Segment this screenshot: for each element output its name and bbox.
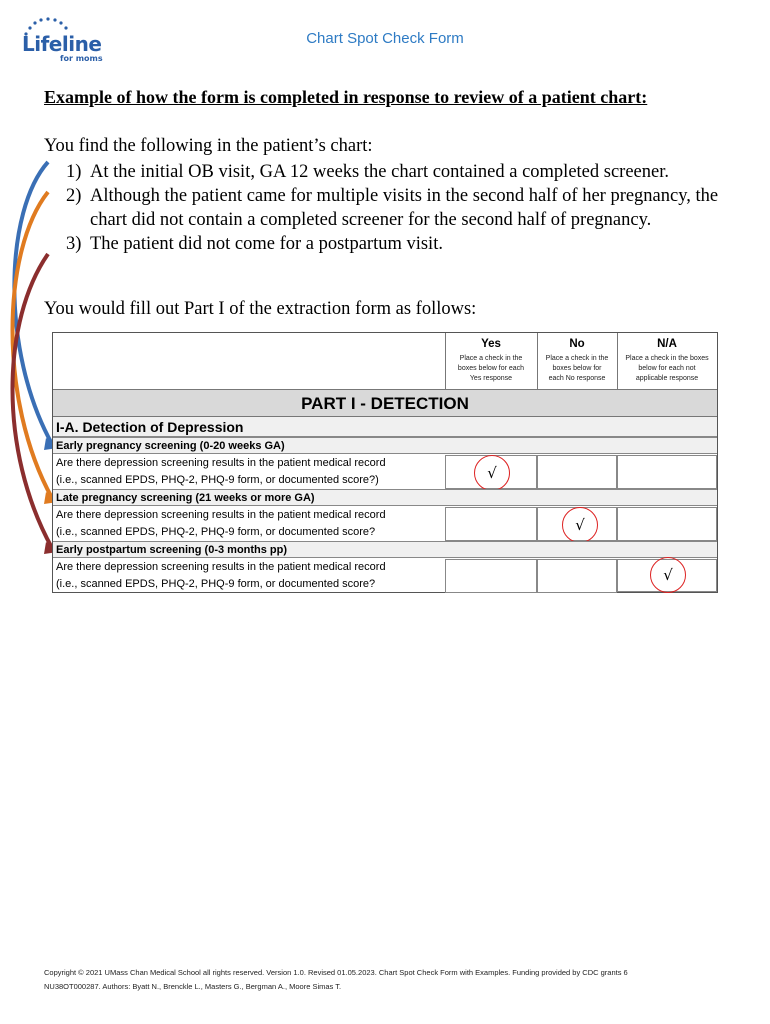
question-line: (i.e., scanned EPDS, PHQ-2, PHQ-9 form, or documented score? xyxy=(56,526,376,538)
list-number: 2) xyxy=(66,186,82,206)
checked-circle-icon: √ xyxy=(474,455,510,491)
curved-arrows-icon xyxy=(0,150,60,560)
column-label: No xyxy=(569,338,585,350)
na-checkbox[interactable] xyxy=(617,559,717,592)
section-title: I-A. Detection of Depression xyxy=(53,417,717,437)
checked-circle-icon: √ xyxy=(650,557,686,593)
row-subhead: Early postpartum screening (0-3 months pp) xyxy=(53,541,717,558)
column-note: Place a check in the boxes below for each Yes response xyxy=(457,355,525,382)
column-yes-header xyxy=(445,338,537,384)
question-text xyxy=(56,455,446,489)
logo-subtitle: for moms xyxy=(60,54,103,63)
findings-list xyxy=(66,160,746,256)
part-title: PART I - DETECTION xyxy=(53,389,717,417)
example-heading: Example of how the form is completed in response to review of a patient chart: xyxy=(44,87,648,107)
extraction-form xyxy=(52,332,718,593)
fill-out-text: You would fill out Part I of the extraction form as follows: xyxy=(44,299,477,319)
row-subhead: Early pregnancy screening (0-20 weeks GA) xyxy=(53,437,717,454)
na-checkbox[interactable] xyxy=(617,507,717,541)
footer-line: Copyright © 2021 UMass Chan Medical School all rights reserved. Version 1.0. Revised 01.05.2023. Chart Spot Check Form with Examples. Funding provided by CDC grants 6 xyxy=(44,968,628,977)
no-checkbox[interactable] xyxy=(537,507,617,541)
column-label: N/A xyxy=(657,338,677,350)
footer-copyright xyxy=(44,966,734,994)
yes-checkbox[interactable] xyxy=(445,455,537,489)
question-text xyxy=(56,507,446,541)
na-checkbox[interactable] xyxy=(617,455,717,489)
list-number: 3) xyxy=(66,234,82,254)
list-item xyxy=(66,184,746,232)
question-line: Are there depression screening results in the patient medical record xyxy=(56,561,386,573)
footer-line: NU38OT000287. Authors: Byatt N., Brenckle L., Masters G., Bergman A., Moore Simas T. xyxy=(44,982,342,991)
checked-circle-icon: √ xyxy=(562,507,598,543)
question-line: (i.e., scanned EPDS, PHQ-2, PHQ-9 form, or documented score?) xyxy=(56,474,379,486)
yes-checkbox[interactable] xyxy=(445,559,537,593)
column-note: Place a check in the boxes below for each No response xyxy=(545,355,609,382)
logo-name: Lifeline xyxy=(22,32,102,56)
question-line: Are there depression screening results in the patient medical record xyxy=(56,457,386,469)
list-item xyxy=(66,160,746,184)
list-text: The patient did not come for a postpartum visit. xyxy=(90,234,443,254)
column-na-header xyxy=(617,338,717,384)
list-text: Although the patient came for multiple visits in the second half of her pregnancy, the chart did not contain a completed screener for the second half of pregnancy. xyxy=(90,186,719,230)
list-text: At the initial OB visit, GA 12 weeks the chart contained a completed screener. xyxy=(90,162,669,182)
intro-text: You find the following in the patient’s chart: xyxy=(44,136,373,156)
question-line: (i.e., scanned EPDS, PHQ-2, PHQ-9 form, or documented score? xyxy=(56,578,376,590)
row-subhead: Late pregnancy screening (21 weeks or more GA) xyxy=(53,489,717,506)
question-text xyxy=(56,559,446,593)
column-no-header xyxy=(537,338,617,384)
list-item xyxy=(66,232,746,256)
question-line: Are there depression screening results in the patient medical record xyxy=(56,509,386,521)
column-label: Yes xyxy=(481,338,501,350)
page-title: Chart Spot Check Form xyxy=(306,30,464,47)
column-note: Place a check in the boxes below for each not applicable response xyxy=(625,355,709,382)
list-number: 1) xyxy=(66,162,82,182)
no-checkbox[interactable] xyxy=(537,455,617,489)
yes-checkbox[interactable] xyxy=(445,507,537,541)
no-checkbox[interactable] xyxy=(537,559,617,593)
